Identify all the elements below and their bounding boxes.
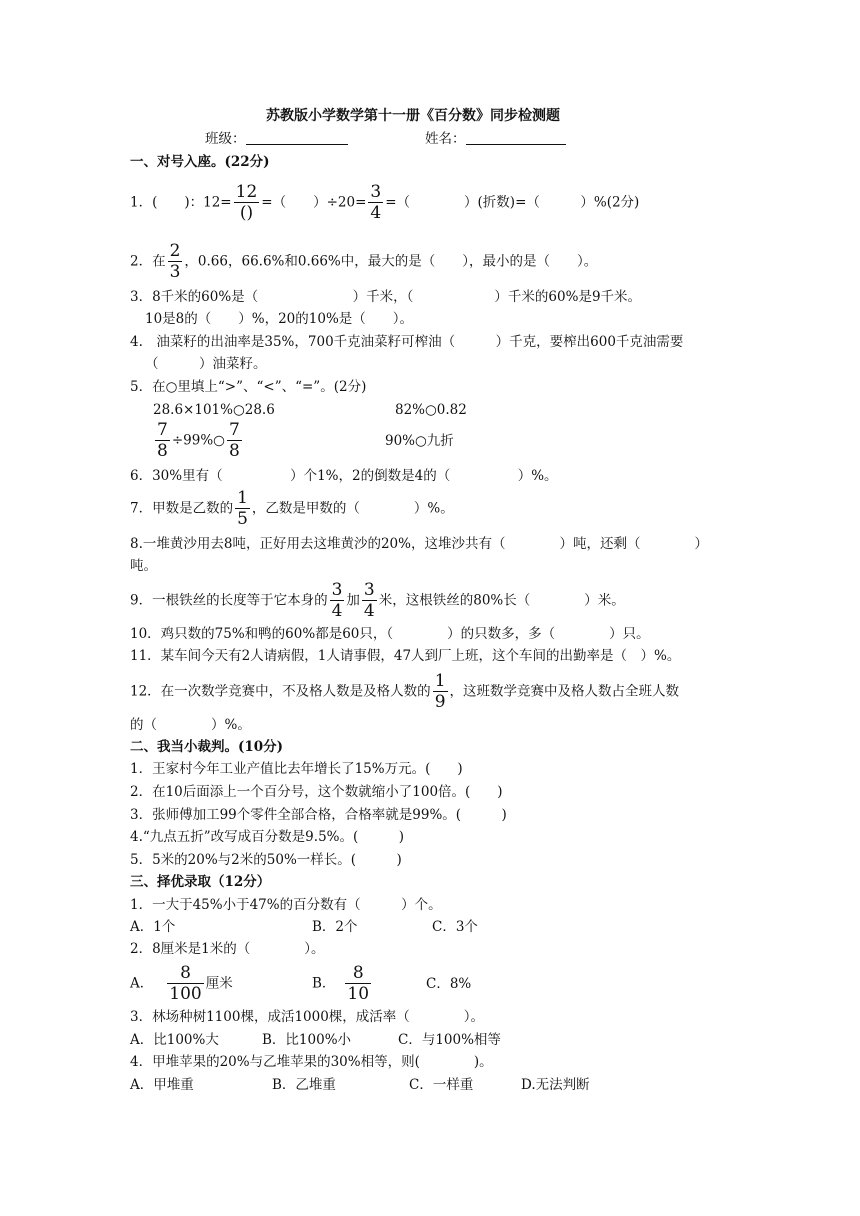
q1-9-text-a: 9．一根铁丝的长度等于它本身的 xyxy=(130,592,328,609)
judge-item-2: 2．在10后面添上一个百分号，这个数就缩小了100倍。( ) xyxy=(130,784,503,800)
question-1-2 xyxy=(130,241,597,282)
fraction-denominator: 4 xyxy=(331,601,343,621)
question-1-3a: 3．8千米的60%是（ ）千米，（ ）千米的60%是9千米。 xyxy=(130,289,642,305)
question-1-12 xyxy=(130,671,679,712)
question-1-7 xyxy=(130,488,454,529)
question-1-11: 11．某车间今天有2人请病假，1人请事假，47人到厂上班，这个车间的出勤率是（ ）%。 xyxy=(130,648,681,664)
fraction-denominator: 5 xyxy=(237,509,248,529)
fraction-denominator: 8 xyxy=(228,441,240,461)
fraction xyxy=(235,488,250,529)
fraction xyxy=(345,963,371,1004)
fraction-denominator: () xyxy=(239,203,254,223)
fraction-denominator: 100 xyxy=(169,984,202,1004)
choice-4-option-a: A．甲堆重 xyxy=(130,1077,194,1093)
choice-1-option-a: A．1个 xyxy=(130,919,176,935)
q1-9-text-c: 米，这根铁丝的80%长（ ）米。 xyxy=(378,592,625,609)
option-unit: 厘米 xyxy=(205,975,233,992)
fraction-denominator: 3 xyxy=(169,262,181,282)
fraction-denominator: 8 xyxy=(157,441,168,461)
question-1-6: 6．30%里有（ ）个1%，2的倒数是4的（ ）%。 xyxy=(130,468,558,484)
q1-1-text-a: 1．( )：12= xyxy=(130,194,232,211)
choice-2-option-a xyxy=(130,963,233,1004)
q1-5-item-d: 90%○九折 xyxy=(385,433,454,449)
fraction-denominator: 4 xyxy=(370,203,382,223)
q1-5-item-c xyxy=(153,420,244,461)
q1-1-text-b: =（ ）÷20= xyxy=(261,194,367,211)
choice-3-option-b: B．比100%小 xyxy=(262,1032,352,1048)
name-label: 姓名： xyxy=(425,131,466,147)
option-label: B． xyxy=(312,975,336,992)
choice-4-option-b: B．乙堆重 xyxy=(272,1077,336,1093)
judge-item-5: 5．5米的20%与2米的50%一样长。( ) xyxy=(130,852,402,868)
question-1-5: 5．在○里填上“>”、“<”、“=”。(2分) xyxy=(130,379,367,395)
choice-4-option-c: C．一样重 xyxy=(409,1077,474,1093)
choice-question-3: 3．林场种树1100棵，成活1000棵，成活率（ ）。 xyxy=(130,1009,485,1025)
judge-item-3: 3．张师傅加工99个零件全部合格，合格率就是99%。( ) xyxy=(130,807,507,823)
fraction-denominator: 10 xyxy=(347,984,370,1004)
page-title: 苏教版小学数学第十一册《百分数》同步检测题 xyxy=(266,108,560,124)
fraction xyxy=(362,580,377,621)
choice-1-option-c: C．3个 xyxy=(432,919,478,935)
q1-12-text-a: 12．在一次数学竞赛中，不及格人数是及格人数的 xyxy=(130,683,431,700)
section-2-heading: 二、我当小裁判。(10分) xyxy=(130,739,284,755)
question-1-10: 10．鸡只数的75%和鸭的60%都是60只，（ ）的只数多，多（ ）只。 xyxy=(130,626,650,642)
section-1-heading: 一、对号入座。(22分) xyxy=(130,154,270,170)
choice-3-option-a: A．比100%大 xyxy=(130,1032,219,1048)
class-field xyxy=(205,130,348,148)
question-1-12b: 的（ ）%。 xyxy=(130,717,251,733)
choice-question-4: 4．甲堆苹果的20%与乙堆苹果的30%相等，则( )。 xyxy=(130,1054,493,1070)
judge-item-1: 1．王家村今年工业产值比去年增长了15%万元。( ) xyxy=(130,761,463,777)
q1-7-text-a: 7．甲数是乙数的 xyxy=(130,500,234,517)
q1-5-item-c-mid: ÷99%○ xyxy=(171,432,225,449)
judge-item-4: 4.“九点五折”改写成百分数是9.5%。( ) xyxy=(130,829,405,845)
q1-7-text-b: ，乙数是甲数的（ ）%。 xyxy=(251,500,454,517)
class-label: 班级： xyxy=(205,131,246,147)
fraction-denominator: 4 xyxy=(363,601,375,621)
choice-2-option-b xyxy=(312,963,373,1004)
fraction-numerator: 8 xyxy=(345,963,371,984)
section-3-heading: 三、择优录取（12分） xyxy=(130,874,271,890)
fraction xyxy=(227,420,242,461)
class-blank xyxy=(246,130,348,145)
fraction-numerator: 3 xyxy=(363,580,375,600)
fraction xyxy=(168,241,183,282)
fraction-numerator: 7 xyxy=(228,420,240,440)
fraction xyxy=(234,182,260,223)
question-1-4a: 4. 油菜籽的出油率是35%，700千克油菜籽可榨油（ ）千克，要榨出600千克油需要 xyxy=(130,334,684,350)
fraction-numerator: 8 xyxy=(167,963,203,984)
fraction xyxy=(368,182,383,223)
choice-question-1: 1．一大于45%小于47%的百分数有（ ）个。 xyxy=(130,897,442,913)
choice-4-option-d: D.无法判断 xyxy=(521,1077,590,1093)
fraction xyxy=(167,963,203,1004)
choice-3-option-c: C．与100%相等 xyxy=(398,1032,501,1048)
question-1-8a: 8.一堆黄沙用去8吨，正好用去这堆黄沙的20%，这堆沙共有（ ）吨，还剩（ ） xyxy=(130,536,708,552)
question-1-9 xyxy=(130,580,625,621)
fraction-numerator: 12 xyxy=(235,182,258,202)
fraction-numerator: 7 xyxy=(157,420,168,440)
q1-9-text-b: 加 xyxy=(346,592,360,609)
fraction-numerator: 3 xyxy=(331,580,343,600)
question-1-8b: 吨。 xyxy=(130,558,157,574)
q1-5-item-a: 28.6×101%○28.6 xyxy=(153,402,275,418)
choice-1-option-b: B．2个 xyxy=(312,919,358,935)
fraction xyxy=(155,420,170,461)
q1-2-text-b: ，0.66，66.6%和0.66%中，最大的是（ ），最小的是（ ）。 xyxy=(184,253,598,270)
q1-5-item-b: 82%○0.82 xyxy=(395,402,467,418)
q1-2-text-a: 2．在 xyxy=(130,253,166,270)
option-label: A． xyxy=(130,975,154,992)
choice-question-2: 2．8厘米是1米的（ ）。 xyxy=(130,941,325,957)
question-1-3b: 10是8的（ ）%，20的10%是（ ）。 xyxy=(145,311,414,327)
choice-2-option-c: C．8% xyxy=(426,976,472,992)
fraction xyxy=(433,671,448,712)
fraction-numerator: 3 xyxy=(370,182,382,202)
fraction-numerator: 2 xyxy=(169,241,181,261)
q1-1-text-c: =（ ）(折数)=（ ）%(2分) xyxy=(385,194,640,211)
fraction xyxy=(330,580,345,621)
name-field xyxy=(425,130,566,148)
question-1-1 xyxy=(130,182,639,223)
fraction-denominator: 9 xyxy=(434,692,446,712)
q1-12-text-b: ，这班数学竞赛中及格人数占全班人数 xyxy=(449,683,680,700)
question-1-4b: （ ）油菜籽。 xyxy=(145,356,267,372)
fraction-numerator: 1 xyxy=(434,671,446,691)
name-blank xyxy=(466,130,566,145)
fraction-numerator: 1 xyxy=(237,488,248,508)
